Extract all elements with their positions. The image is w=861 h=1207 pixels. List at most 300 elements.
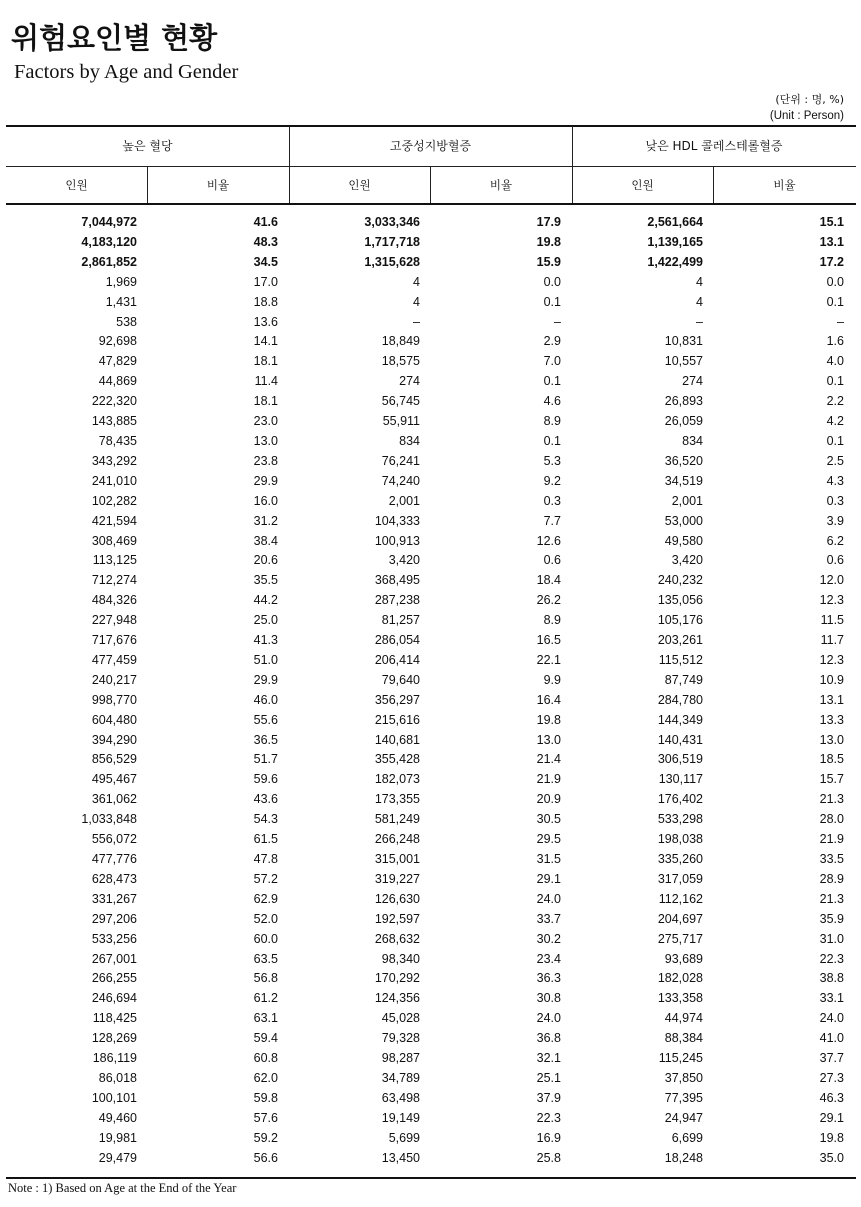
cell-glucose-count: 538 bbox=[116, 314, 137, 329]
cell-hdl-ratio: 4.3 bbox=[826, 473, 844, 488]
cell-tg-ratio: 20.9 bbox=[536, 792, 561, 807]
cell-hdl-ratio: 21.3 bbox=[819, 792, 844, 807]
table-row bbox=[6, 611, 856, 631]
cell-glucose-ratio: 18.1 bbox=[253, 354, 278, 369]
cell-tg-ratio: 30.2 bbox=[536, 931, 561, 946]
cell-tg-ratio: 33.7 bbox=[536, 911, 561, 926]
group-header-hypertriglyceridemia: 고중성지방혈증 bbox=[389, 139, 472, 153]
footnote: Note : 1) Based on Age at the End of the Year bbox=[8, 1181, 237, 1195]
cell-hdl-ratio: 31.0 bbox=[819, 931, 844, 946]
cell-tg-count: 356,297 bbox=[374, 692, 420, 707]
cell-tg-ratio: 15.9 bbox=[536, 254, 561, 269]
cell-tg-ratio: 9.2 bbox=[543, 473, 561, 488]
cell-glucose-count: 19,981 bbox=[98, 1130, 137, 1145]
cell-hdl-ratio: 11.7 bbox=[820, 633, 844, 648]
table-row bbox=[6, 392, 856, 412]
cell-glucose-count: 4,183,120 bbox=[81, 234, 137, 249]
cell-glucose-count: 394,290 bbox=[91, 732, 137, 747]
cell-tg-count: 13,450 bbox=[381, 1150, 420, 1165]
cell-hdl-ratio: 12.3 bbox=[819, 652, 844, 667]
cell-glucose-count: 246,694 bbox=[91, 991, 137, 1006]
header-bottom-rule bbox=[6, 203, 856, 205]
cell-glucose-ratio: 41.6 bbox=[253, 215, 278, 229]
cell-tg-ratio: 18.4 bbox=[536, 573, 561, 588]
cell-glucose-ratio: 61.5 bbox=[253, 832, 278, 847]
table-row bbox=[6, 810, 856, 830]
table-row bbox=[6, 293, 856, 313]
table-row bbox=[6, 870, 856, 890]
cell-glucose-count: 29,479 bbox=[98, 1150, 137, 1165]
cell-hdl-count: 36,520 bbox=[664, 453, 703, 468]
cell-tg-ratio: 17.9 bbox=[536, 215, 561, 229]
table-row bbox=[6, 551, 856, 571]
cell-hdl-count: 240,232 bbox=[657, 573, 703, 588]
table-row bbox=[6, 1109, 856, 1129]
cell-glucose-ratio: 44.2 bbox=[253, 593, 278, 608]
cell-hdl-count: – bbox=[696, 314, 703, 329]
cell-glucose-ratio: 18.8 bbox=[253, 294, 278, 309]
cell-tg-count: 34,789 bbox=[381, 1070, 420, 1085]
cell-glucose-count: 227,948 bbox=[91, 613, 137, 628]
cell-tg-ratio: 37.9 bbox=[536, 1090, 561, 1105]
cell-tg-ratio: 23.4 bbox=[536, 951, 561, 966]
cell-hdl-ratio: 35.0 bbox=[819, 1150, 844, 1165]
table-row bbox=[6, 273, 856, 293]
unit-english: (Unit : Person) bbox=[769, 110, 844, 122]
cell-hdl-count: 37,850 bbox=[664, 1070, 703, 1085]
cell-hdl-count: 176,402 bbox=[657, 792, 703, 807]
cell-hdl-ratio: 0.1 bbox=[826, 374, 844, 389]
table-row bbox=[6, 731, 856, 751]
cell-glucose-ratio: 61.2 bbox=[253, 991, 278, 1006]
cell-hdl-ratio: 13.1 bbox=[819, 234, 844, 249]
cell-tg-count: 3,033,346 bbox=[364, 215, 420, 229]
cell-tg-ratio: 8.9 bbox=[543, 414, 561, 429]
table-row bbox=[6, 452, 856, 472]
cell-glucose-count: 856,529 bbox=[91, 752, 137, 767]
cell-tg-count: 55,911 bbox=[382, 414, 420, 429]
table-row bbox=[6, 691, 856, 711]
subheader-ratio: 비율 bbox=[773, 178, 796, 192]
cell-hdl-ratio: 13.3 bbox=[819, 712, 844, 727]
cell-hdl-ratio: 12.3 bbox=[819, 593, 844, 608]
table-row bbox=[6, 790, 856, 810]
cell-glucose-count: 266,255 bbox=[91, 971, 137, 986]
cell-glucose-ratio: 57.6 bbox=[253, 1110, 278, 1125]
cell-tg-ratio: 22.1 bbox=[536, 652, 561, 667]
cell-tg-ratio: 31.5 bbox=[536, 852, 561, 866]
cell-tg-count: 286,054 bbox=[374, 633, 420, 648]
cell-hdl-count: 204,697 bbox=[657, 911, 703, 926]
cell-hdl-ratio: 46.3 bbox=[819, 1090, 844, 1105]
cell-tg-ratio: 0.1 bbox=[543, 374, 561, 389]
cell-tg-count: 98,340 bbox=[381, 951, 420, 966]
cell-glucose-count: 44,869 bbox=[98, 374, 137, 389]
cell-hdl-ratio: 1.6 bbox=[826, 334, 844, 349]
table-row bbox=[6, 910, 856, 930]
cell-tg-ratio: 30.8 bbox=[536, 991, 561, 1006]
cell-tg-ratio: 32.1 bbox=[536, 1051, 561, 1066]
cell-glucose-ratio: 46.0 bbox=[253, 692, 278, 707]
table-row bbox=[6, 532, 856, 552]
cell-glucose-ratio: 36.5 bbox=[253, 732, 278, 747]
cell-tg-ratio: 22.3 bbox=[536, 1110, 561, 1125]
cell-tg-count: 319,227 bbox=[374, 871, 420, 886]
cell-tg-ratio: 7.0 bbox=[543, 354, 561, 369]
cell-glucose-ratio: 34.5 bbox=[253, 254, 278, 269]
table-row bbox=[6, 332, 856, 352]
cell-tg-count: 581,249 bbox=[374, 812, 420, 827]
cell-tg-count: 79,640 bbox=[381, 672, 420, 687]
cell-hdl-ratio: 6.2 bbox=[826, 533, 844, 548]
cell-tg-ratio: 0.0 bbox=[543, 274, 561, 289]
group-header-low-hdl: 낮은 HDL 콜레스테롤혈증 bbox=[645, 139, 783, 153]
cell-hdl-count: 3,420 bbox=[671, 553, 703, 568]
cell-tg-ratio: 19.8 bbox=[536, 234, 561, 249]
cell-tg-count: 206,414 bbox=[374, 652, 420, 667]
cell-hdl-ratio: 0.3 bbox=[826, 493, 844, 508]
cell-tg-ratio: 4.6 bbox=[543, 394, 561, 409]
cell-hdl-count: 284,780 bbox=[657, 692, 703, 707]
cell-hdl-count: 49,580 bbox=[664, 533, 703, 548]
cell-glucose-ratio: 59.2 bbox=[253, 1130, 278, 1145]
cell-tg-count: 5,699 bbox=[388, 1130, 420, 1145]
subheader-ratio: 비율 bbox=[489, 178, 513, 192]
cell-tg-count: 45,028 bbox=[381, 1011, 420, 1026]
cell-tg-count: 81,257 bbox=[381, 613, 420, 628]
cell-glucose-count: 92,698 bbox=[98, 334, 137, 349]
cell-tg-ratio: 0.1 bbox=[543, 294, 561, 309]
cell-hdl-count: 203,261 bbox=[657, 633, 703, 648]
group-header-high-glucose: 높은 혈당 bbox=[122, 139, 173, 153]
cell-glucose-ratio: 38.4 bbox=[253, 533, 278, 548]
cell-hdl-count: 18,248 bbox=[664, 1150, 703, 1165]
table-row bbox=[6, 372, 856, 392]
cell-glucose-count: 267,001 bbox=[91, 951, 137, 966]
cell-glucose-count: 717,676 bbox=[91, 633, 137, 648]
cell-glucose-count: 477,776 bbox=[91, 852, 137, 866]
cell-tg-count: – bbox=[413, 314, 420, 329]
cell-glucose-ratio: 62.0 bbox=[253, 1070, 278, 1085]
cell-hdl-count: 1,422,499 bbox=[647, 254, 703, 269]
cell-tg-count: 74,240 bbox=[381, 473, 420, 488]
cell-tg-count: 63,498 bbox=[381, 1090, 420, 1105]
cell-glucose-ratio: 13.6 bbox=[253, 314, 278, 329]
cell-hdl-ratio: 11.5 bbox=[820, 613, 844, 628]
cell-tg-count: 1,315,628 bbox=[364, 254, 420, 269]
cell-glucose-count: 100,101 bbox=[91, 1090, 137, 1105]
cell-glucose-count: 477,459 bbox=[91, 652, 137, 667]
cell-tg-ratio: 19.8 bbox=[536, 712, 561, 727]
cell-hdl-count: 2,561,664 bbox=[647, 215, 703, 229]
cell-glucose-count: 49,460 bbox=[98, 1110, 137, 1125]
table-bottom-rule bbox=[6, 1177, 856, 1179]
cell-tg-count: 100,913 bbox=[374, 533, 420, 548]
cell-tg-count: 126,630 bbox=[374, 891, 420, 906]
cell-glucose-ratio: 35.5 bbox=[253, 573, 278, 588]
cell-tg-count: 173,355 bbox=[374, 792, 420, 807]
cell-glucose-ratio: 56.8 bbox=[253, 971, 278, 986]
table-row bbox=[6, 989, 856, 1009]
cell-tg-ratio: 16.5 bbox=[536, 633, 561, 648]
table-header bbox=[6, 126, 856, 204]
cell-tg-ratio: – bbox=[554, 314, 561, 329]
unit-korean: (단위 : 명, %) bbox=[775, 93, 844, 106]
subheader-count: 인원 bbox=[65, 178, 88, 192]
cell-hdl-ratio: 41.0 bbox=[819, 1031, 844, 1046]
cell-tg-count: 182,073 bbox=[374, 772, 420, 787]
page-title-korean: 위험요인별 현황 bbox=[11, 21, 218, 55]
cell-tg-count: 834 bbox=[399, 433, 420, 448]
cell-glucose-ratio: 55.6 bbox=[253, 712, 278, 727]
cell-hdl-count: 4 bbox=[696, 294, 703, 309]
cell-tg-ratio: 24.0 bbox=[536, 1011, 561, 1026]
table-row bbox=[6, 651, 856, 671]
cell-tg-ratio: 30.5 bbox=[536, 812, 561, 827]
cell-glucose-count: 128,269 bbox=[91, 1031, 137, 1046]
cell-hdl-count: 115,245 bbox=[658, 1051, 703, 1066]
cell-tg-ratio: 29.1 bbox=[536, 871, 561, 886]
cell-glucose-ratio: 62.9 bbox=[253, 891, 278, 906]
cell-tg-ratio: 7.7 bbox=[543, 513, 561, 528]
page-title-english: Factors by Age and Gender bbox=[14, 61, 239, 83]
cell-hdl-count: 135,056 bbox=[657, 593, 703, 608]
cell-tg-ratio: 9.9 bbox=[543, 672, 561, 687]
cell-hdl-count: 87,749 bbox=[664, 672, 703, 687]
cell-glucose-count: 186,119 bbox=[92, 1051, 137, 1066]
cell-hdl-ratio: 0.0 bbox=[826, 274, 844, 289]
cell-hdl-ratio: 2.5 bbox=[826, 453, 844, 468]
cell-glucose-count: 1,969 bbox=[105, 274, 137, 289]
cell-glucose-count: 998,770 bbox=[91, 692, 137, 707]
cell-hdl-ratio: 24.0 bbox=[819, 1011, 844, 1026]
cell-hdl-ratio: 0.1 bbox=[826, 294, 844, 309]
cell-hdl-ratio: 29.1 bbox=[819, 1110, 844, 1125]
cell-glucose-count: 1,431 bbox=[105, 294, 137, 309]
table-row bbox=[6, 750, 856, 770]
cell-glucose-count: 343,292 bbox=[91, 453, 137, 468]
table-row bbox=[6, 571, 856, 591]
table-row bbox=[6, 1089, 856, 1109]
cell-tg-count: 268,632 bbox=[374, 931, 420, 946]
cell-glucose-ratio: 18.1 bbox=[253, 394, 278, 409]
cell-hdl-ratio: 13.0 bbox=[819, 732, 844, 747]
cell-tg-ratio: 13.0 bbox=[536, 732, 561, 747]
cell-glucose-count: 47,829 bbox=[98, 354, 137, 369]
cell-hdl-count: 306,519 bbox=[657, 752, 703, 767]
cell-hdl-ratio: 28.0 bbox=[819, 812, 844, 827]
cell-tg-ratio: 0.3 bbox=[543, 493, 561, 508]
subheader-count: 인원 bbox=[631, 178, 654, 192]
cell-glucose-ratio: 54.3 bbox=[253, 812, 278, 827]
table-row bbox=[6, 492, 856, 512]
cell-glucose-ratio: 56.6 bbox=[253, 1150, 278, 1165]
cell-glucose-ratio: 25.0 bbox=[253, 613, 278, 628]
table-row bbox=[6, 253, 856, 273]
cell-glucose-count: 102,282 bbox=[91, 493, 137, 508]
cell-glucose-count: 361,062 bbox=[91, 792, 137, 807]
cell-glucose-ratio: 47.8 bbox=[253, 852, 278, 866]
cell-glucose-ratio: 41.3 bbox=[253, 633, 278, 648]
cell-hdl-count: 10,557 bbox=[664, 354, 703, 369]
cell-glucose-ratio: 11.4 bbox=[254, 374, 278, 389]
cell-hdl-count: 112,162 bbox=[658, 891, 703, 906]
cell-hdl-ratio: 22.3 bbox=[819, 951, 844, 966]
cell-glucose-ratio: 63.5 bbox=[253, 951, 278, 966]
cell-hdl-count: 93,689 bbox=[664, 951, 703, 966]
table-row bbox=[6, 412, 856, 432]
cell-hdl-count: 275,717 bbox=[657, 931, 703, 946]
cell-glucose-count: 1,033,848 bbox=[81, 812, 137, 827]
cell-glucose-ratio: 23.8 bbox=[253, 453, 278, 468]
cell-tg-count: 79,328 bbox=[381, 1031, 420, 1046]
table-row bbox=[6, 770, 856, 790]
cell-hdl-ratio: 15.7 bbox=[819, 772, 844, 787]
cell-hdl-ratio: 37.7 bbox=[819, 1051, 844, 1066]
cell-hdl-ratio: 17.2 bbox=[819, 254, 844, 269]
table-row bbox=[6, 1129, 856, 1149]
cell-glucose-ratio: 13.0 bbox=[253, 433, 278, 448]
cell-hdl-count: 115,512 bbox=[658, 652, 703, 667]
cell-tg-count: 266,248 bbox=[374, 832, 420, 847]
cell-hdl-ratio: 4.0 bbox=[826, 354, 844, 369]
cell-glucose-ratio: 14.1 bbox=[253, 334, 278, 349]
cell-tg-count: 4 bbox=[413, 274, 420, 289]
cell-tg-count: 368,495 bbox=[374, 573, 420, 588]
cell-glucose-ratio: 59.6 bbox=[253, 772, 278, 787]
table-row bbox=[6, 432, 856, 452]
cell-hdl-ratio: 2.2 bbox=[826, 394, 844, 409]
cell-tg-count: 4 bbox=[413, 294, 420, 309]
cell-glucose-count: 118,425 bbox=[92, 1011, 137, 1026]
cell-tg-ratio: 36.8 bbox=[536, 1031, 561, 1046]
cell-glucose-count: 240,217 bbox=[91, 672, 137, 687]
unit-label bbox=[770, 92, 844, 124]
cell-hdl-ratio: 35.9 bbox=[819, 911, 844, 926]
cell-glucose-ratio: 48.3 bbox=[253, 234, 278, 249]
table-row bbox=[6, 352, 856, 372]
cell-tg-count: 287,238 bbox=[374, 593, 420, 608]
cell-hdl-count: 4 bbox=[696, 274, 703, 289]
cell-hdl-ratio: 38.8 bbox=[819, 971, 844, 986]
cell-glucose-count: 143,885 bbox=[91, 414, 137, 429]
cell-hdl-count: 834 bbox=[682, 433, 703, 448]
cell-tg-ratio: 2.9 bbox=[543, 334, 561, 349]
cell-glucose-count: 113,125 bbox=[92, 553, 137, 568]
cell-glucose-count: 533,256 bbox=[91, 931, 137, 946]
table-row bbox=[6, 890, 856, 910]
cell-glucose-ratio: 63.1 bbox=[253, 1011, 278, 1026]
table-row bbox=[6, 1029, 856, 1049]
cell-glucose-ratio: 60.0 bbox=[253, 931, 278, 946]
cell-tg-ratio: 26.2 bbox=[536, 593, 561, 608]
cell-hdl-ratio: 0.1 bbox=[826, 433, 844, 448]
cell-hdl-ratio: 12.0 bbox=[819, 573, 844, 588]
cell-hdl-count: 144,349 bbox=[657, 712, 703, 727]
subheader-count: 인원 bbox=[348, 178, 371, 192]
cell-hdl-count: 34,519 bbox=[664, 473, 703, 488]
cell-hdl-count: 198,038 bbox=[657, 832, 703, 847]
table-row bbox=[6, 313, 856, 333]
cell-hdl-count: 44,974 bbox=[664, 1011, 703, 1026]
cell-tg-ratio: 36.3 bbox=[536, 971, 561, 986]
table-row bbox=[6, 969, 856, 989]
cell-hdl-ratio: 21.9 bbox=[819, 832, 844, 847]
cell-hdl-count: 88,384 bbox=[664, 1031, 703, 1046]
cell-hdl-count: 105,176 bbox=[657, 613, 703, 628]
cell-hdl-count: 10,831 bbox=[664, 334, 703, 349]
cell-tg-ratio: 5.3 bbox=[543, 453, 561, 468]
cell-glucose-ratio: 51.7 bbox=[253, 752, 278, 767]
cell-tg-ratio: 12.6 bbox=[536, 533, 561, 548]
cell-glucose-ratio: 52.0 bbox=[253, 911, 278, 926]
cell-hdl-ratio: – bbox=[837, 314, 844, 329]
table-row bbox=[6, 512, 856, 532]
cell-glucose-count: 2,861,852 bbox=[81, 254, 137, 269]
cell-glucose-ratio: 57.2 bbox=[253, 871, 278, 886]
cell-glucose-ratio: 51.0 bbox=[253, 652, 278, 667]
cell-tg-ratio: 0.6 bbox=[543, 553, 561, 568]
cell-tg-count: 215,616 bbox=[374, 712, 420, 727]
cell-hdl-ratio: 10.9 bbox=[819, 672, 844, 687]
cell-glucose-ratio: 59.4 bbox=[253, 1031, 278, 1046]
cell-hdl-count: 26,893 bbox=[664, 394, 703, 409]
table-row bbox=[6, 930, 856, 950]
table-row bbox=[6, 472, 856, 492]
cell-hdl-ratio: 13.1 bbox=[819, 692, 844, 707]
cell-hdl-ratio: 28.9 bbox=[819, 871, 844, 886]
table-body bbox=[6, 213, 856, 1169]
cell-tg-count: 18,849 bbox=[381, 334, 420, 349]
cell-tg-count: 18,575 bbox=[381, 354, 420, 369]
cell-hdl-count: 130,117 bbox=[658, 772, 703, 787]
cell-glucose-count: 556,072 bbox=[91, 832, 137, 847]
cell-glucose-count: 495,467 bbox=[91, 772, 137, 787]
cell-hdl-ratio: 18.5 bbox=[819, 752, 844, 767]
cell-glucose-ratio: 59.8 bbox=[253, 1090, 278, 1105]
cell-glucose-count: 628,473 bbox=[91, 871, 137, 886]
table-row bbox=[6, 631, 856, 651]
cell-glucose-ratio: 20.6 bbox=[253, 553, 278, 568]
cell-hdl-ratio: 27.3 bbox=[819, 1070, 844, 1085]
cell-hdl-count: 140,431 bbox=[657, 732, 703, 747]
cell-tg-ratio: 21.9 bbox=[536, 772, 561, 787]
table-row bbox=[6, 213, 856, 233]
cell-glucose-count: 331,267 bbox=[91, 891, 137, 906]
cell-tg-count: 274 bbox=[399, 374, 420, 389]
cell-hdl-count: 133,358 bbox=[657, 991, 703, 1006]
cell-hdl-count: 2,001 bbox=[671, 493, 703, 508]
cell-hdl-count: 274 bbox=[682, 374, 703, 389]
table-row bbox=[6, 1069, 856, 1089]
table-row bbox=[6, 1049, 856, 1069]
cell-tg-ratio: 0.1 bbox=[543, 433, 561, 448]
cell-glucose-ratio: 17.0 bbox=[253, 274, 278, 289]
table-row bbox=[6, 711, 856, 731]
cell-glucose-count: 7,044,972 bbox=[81, 215, 137, 229]
cell-hdl-count: 53,000 bbox=[664, 513, 703, 528]
cell-tg-ratio: 24.0 bbox=[536, 891, 561, 906]
cell-hdl-ratio: 0.6 bbox=[826, 553, 844, 568]
table-row bbox=[6, 950, 856, 970]
cell-tg-count: 56,745 bbox=[381, 394, 420, 409]
cell-hdl-count: 182,028 bbox=[657, 971, 703, 986]
cell-tg-count: 76,241 bbox=[381, 453, 420, 468]
cell-tg-count: 1,717,718 bbox=[364, 234, 420, 249]
cell-glucose-ratio: 31.2 bbox=[253, 513, 278, 528]
cell-tg-count: 355,428 bbox=[374, 752, 420, 767]
cell-tg-count: 2,001 bbox=[388, 493, 420, 508]
